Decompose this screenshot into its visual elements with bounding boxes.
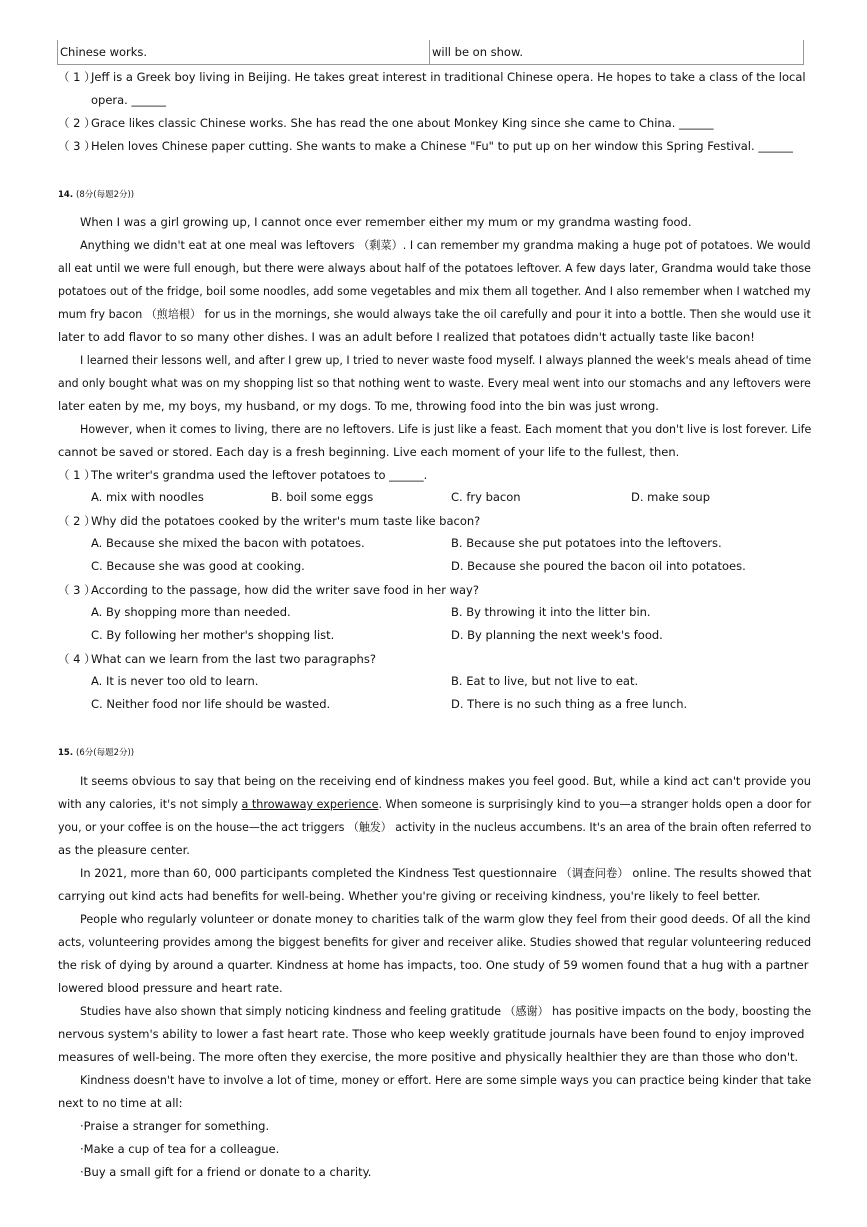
q15-passage-line: It seems obvious to say that being on the receiving end of kindness makes you feel good. But, while a kind act can't provide you	[80, 774, 811, 788]
q14-q4-num: （ 4 ）	[58, 652, 96, 666]
q13-item-1-cont: opera. ______	[91, 93, 166, 107]
q15-passage-line: Kindness doesn't have to involve a lot of time, money or effort. Here are some simple ways you can practice being kinder that take	[80, 1073, 812, 1087]
underlined-phrase: a throwaway experience	[241, 797, 379, 811]
q14-passage-line: When I was a girl growing up, I cannot once ever remember either my mum or my grandma wasting food.	[80, 215, 692, 229]
table-divider	[429, 40, 430, 64]
q14-passage-line: Anything we didn't eat at one meal was leftovers （剩菜）. I can remember my grandma making a huge pot of potatoes. We would	[80, 238, 811, 252]
q14-q1-option-a[interactable]: A. mix with noodles	[91, 490, 204, 504]
q15-passage-line: carrying out kind acts had benefits for well-being. Whether you're giving or receiving kindness, you're likely to feel better.	[58, 889, 761, 903]
q14-q2-option-d[interactable]: D. Because she poured the bacon oil into potatoes.	[451, 559, 746, 573]
q14-passage-line: mum fry bacon （煎培根） for us in the mornings, she would always take the oil carefully and pour it into a bottle. Then she would use it	[58, 307, 811, 321]
q15-passage-line: you, or your coffee is on the house—the act triggers （触发） activity in the nucleus accumbens. It's an area of the brain often referred to	[58, 820, 812, 834]
q13-item-1-num: （ 1 ）	[58, 70, 96, 84]
q15-passage-line: as the pleasure center.	[58, 843, 190, 857]
q14-score: (8分(每题2分))	[76, 190, 135, 200]
q13-item-3-num: （ 3 ）	[58, 139, 96, 153]
q15-passage-line: Studies have also shown that simply noticing kindness and feeling gratitude （感谢） has positive impacts on the body, boosting the	[80, 1004, 812, 1018]
q15-header	[58, 746, 134, 758]
q14-q4-option-a[interactable]: A. It is never too old to learn.	[91, 674, 259, 688]
q15-passage-line: People who regularly volunteer or donate money to charities talk of the warm glow they feel from their good deeds. Of all the kind	[80, 912, 811, 926]
q15-passage-line: the risk of dying by around a quarter. Kindness at home has impacts, too. One study of 59 women found that a hug with a partner	[58, 958, 809, 972]
q14-q1-option-b[interactable]: B. boil some eggs	[271, 490, 374, 504]
q14-q3-option-a[interactable]: A. By shopping more than needed.	[91, 605, 291, 619]
q14-header	[58, 188, 134, 200]
q14-q4-option-b[interactable]: B. Eat to live, but not live to eat.	[451, 674, 639, 688]
q15-passage-line	[58, 796, 811, 812]
q15-line2-post: . When someone is surprisingly kind to you—a stranger holds open a door for	[378, 797, 812, 811]
table-cell-right: will be on show.	[432, 45, 523, 59]
q15-passage-line: lowered blood pressure and heart rate.	[58, 981, 283, 995]
q14-passage-line: cannot be saved or stored. Each day is a fresh beginning. Live each moment of your life to the fullest, then.	[58, 445, 680, 459]
q14-number: 14.	[58, 190, 74, 200]
q14-q2-option-b[interactable]: B. Because she put potatoes into the leftovers.	[451, 536, 722, 550]
q14-q2-option-c[interactable]: C. Because she was good at cooking.	[91, 559, 305, 573]
q15-passage-line: nervous system's ability to lower a fast heart rate. Those who keep weekly gratitude journals have been found to enjoy improved	[58, 1027, 805, 1041]
q13-item-1-text: Jeff is a Greek boy living in Beijing. He takes great interest in traditional Chinese opera. He hopes to take a class of the local	[91, 70, 806, 84]
q14-q3-option-b[interactable]: B. By throwing it into the litter bin.	[451, 605, 651, 619]
q14-q4-option-d[interactable]: D. There is no such thing as a free lunch.	[451, 697, 688, 711]
q15-passage-line: acts, volunteering provides among the biggest benefits for giver and receiver alike. Studies showed that regular volunteering reduced	[58, 935, 812, 949]
q15-score: (6分(每题2分))	[76, 748, 135, 758]
table-row	[57, 40, 804, 65]
q15-bullet-item: ·Make a cup of tea for a colleague.	[80, 1142, 280, 1156]
q14-passage-line: However, when it comes to living, there are no leftovers. Life is just like a feast. Each moment that you don't live is lost forever. Life	[80, 422, 812, 436]
q15-number: 15.	[58, 748, 74, 758]
q14-q1-option-c[interactable]: C. fry bacon	[451, 490, 521, 504]
q14-passage-line: I learned their lessons well, and after I grew up, I tried to never waste food myself. I always planned the week's meals ahead of time	[80, 353, 812, 367]
q15-passage-line: In 2021, more than 60, 000 participants completed the Kindness Test questionnaire （调查问卷） online. The results showed that	[80, 866, 812, 880]
q14-passage-line: and only bought what was on my shopping list so that nothing went to waste. Every meal went into our stomachs and any leftovers were	[58, 376, 811, 390]
q14-q3-option-d[interactable]: D. By planning the next week's food.	[451, 628, 663, 642]
q15-passage-line: next to no time at all:	[58, 1096, 183, 1110]
q14-passage-line: later eaten by me, my boys, my husband, or my dogs. To me, throwing food into the bin was just wrong.	[58, 399, 659, 413]
q14-q1-option-d[interactable]: D. make soup	[631, 490, 711, 504]
q13-item-3-text: Helen loves Chinese paper cutting. She wants to make a Chinese "Fu" to put up on her window this Spring Festival. ______	[91, 139, 793, 153]
q14-passage-line: all eat until we were full enough, but there were always about half of the potatoes leftover. A few days later, Grandma would take those	[58, 261, 811, 275]
table-cell-left: Chinese works.	[60, 45, 148, 59]
q14-q2-num: （ 2 ）	[58, 514, 96, 528]
q15-passage-line: measures of well-being. The more often they exercise, the more positive and physically healthier they are than those who don't.	[58, 1050, 799, 1064]
q14-q3-option-c[interactable]: C. By following her mother's shopping list.	[91, 628, 335, 642]
q15-bullet-item: ·Praise a stranger for something.	[80, 1119, 270, 1133]
q14-q3-stem: According to the passage, how did the writer save food in her way?	[91, 583, 479, 597]
q14-q2-stem: Why did the potatoes cooked by the writer's mum taste like bacon?	[91, 514, 481, 528]
q14-passage-line: potatoes out of the fridge, boil some noodles, add some vegetables and mix them all together. And I also remember when I watched my	[58, 284, 811, 298]
q14-q4-stem: What can we learn from the last two paragraphs?	[91, 652, 376, 666]
q13-item-2-text: Grace likes classic Chinese works. She has read the one about Monkey King since she came to China. ______	[91, 116, 714, 130]
q14-q1-stem: The writer's grandma used the leftover potatoes to ______.	[91, 468, 428, 482]
q13-item-2-num: （ 2 ）	[58, 116, 96, 130]
q14-q4-option-c[interactable]: C. Neither food nor life should be wasted.	[91, 697, 331, 711]
q14-passage-line: later to add flavor to so many other dishes. I was an adult before I realized that potatoes didn't actually taste like bacon!	[58, 330, 755, 344]
q15-bullet-item: ·Buy a small gift for a friend or donate to a charity.	[80, 1165, 372, 1179]
q14-q2-option-a[interactable]: A. Because she mixed the bacon with potatoes.	[91, 536, 365, 550]
q15-line2-pre: with any calories, it's not simply	[58, 797, 242, 811]
q14-q1-num: （ 1 ）	[58, 468, 96, 482]
q14-q3-num: （ 3 ）	[58, 583, 96, 597]
